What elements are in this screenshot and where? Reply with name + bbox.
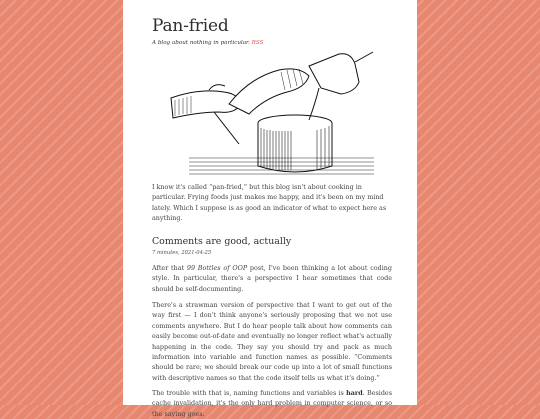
- post-title[interactable]: Comments are good, actually: [152, 236, 292, 247]
- tagline-text: A blog about nothing in particular.: [152, 40, 250, 46]
- p1-emphasis: 99 Bottles of OOP: [186, 264, 248, 272]
- site-title[interactable]: Pan-fried: [152, 16, 229, 36]
- rss-link[interactable]: RSS: [251, 40, 264, 46]
- post-paragraph-3: [152, 388, 392, 419]
- page-column: [123, 0, 417, 418]
- p1-text-b: post, I've been thinking a lot about coding style. In particular, there's a perspective I hear sometimes that code should be self-documenting.: [152, 264, 392, 293]
- p3-text-b: . Besides cache invalidation, it's the only hard problem in computer science, or so the saying goes.: [152, 389, 392, 418]
- intro-paragraph: I know it's called “pan-fried,” but this blog isn't about cooking in particular. Frying foods just makes me happy, and it's been on my mind lately. Which I suppose is as good an indicator of what to expect here as anything.: [152, 183, 387, 223]
- p3-strong: hard: [346, 389, 363, 397]
- p1-text-a: After that: [152, 264, 187, 272]
- p3-text-a: The trouble with that is, naming functions and variables is: [152, 389, 347, 397]
- post-paragraph-2: There's a strawman version of perspective that I want to get out of the way first — I don't think anyone's seriously proposing that we not use comments anywhere. But I do hear people talk about how comments can easily become out-of-date and eventually no longer reflect what's actually happening in the code. They say you should try and pack as much information into variable and function names as possible. “Comments should be rare; we should break our code up into a lot of small functions with descriptive names so that the code itself tells us what it's doing.”: [152, 301, 392, 382]
- hero-illustration: [169, 48, 374, 176]
- site-tagline: [152, 40, 263, 46]
- post-paragraph-1: [152, 263, 392, 294]
- post-meta: 7 minutes, 2021-04-25: [152, 250, 212, 256]
